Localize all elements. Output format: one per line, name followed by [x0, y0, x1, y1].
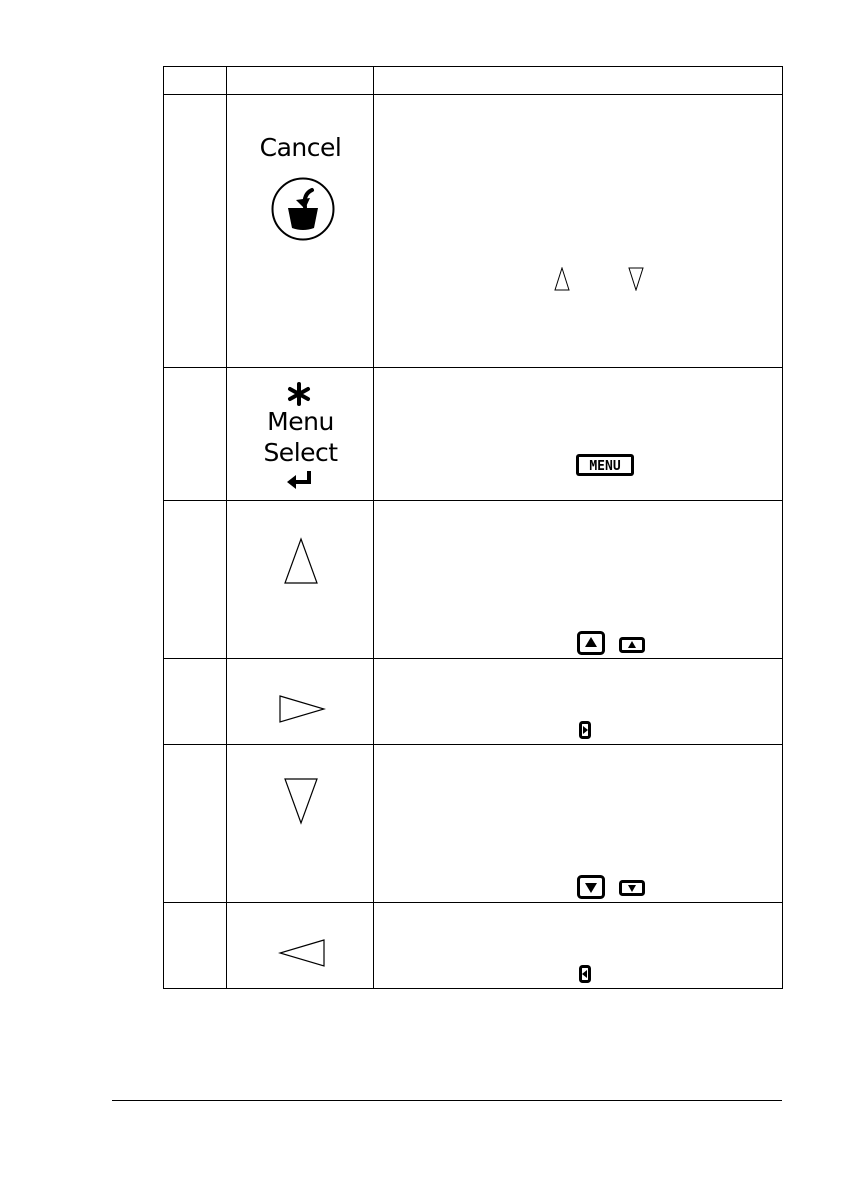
table-row — [164, 745, 783, 903]
row-number-cell — [164, 745, 227, 903]
up-triangle-icon — [554, 267, 570, 291]
cancel-key-label: Cancel — [259, 133, 342, 162]
down-triangle-icon — [628, 267, 644, 291]
control-panel-keys-table — [163, 66, 783, 989]
right-description-cell — [374, 659, 783, 745]
row-number-cell — [164, 95, 227, 368]
up-description-cell — [374, 501, 783, 659]
menu-select-key-cell — [227, 368, 374, 501]
select-key-label: Select — [263, 438, 338, 467]
left-description-cell — [374, 903, 783, 989]
menu-select-description-cell — [374, 368, 783, 501]
asterisk-icon — [286, 381, 312, 407]
down-description-cell — [374, 745, 783, 903]
row-number-cell — [164, 368, 227, 501]
up-key-cell — [227, 501, 374, 659]
right-arrow-box-icon — [579, 721, 591, 739]
table-row — [164, 368, 783, 501]
cancel-description-cell — [374, 95, 783, 368]
footer-rule — [112, 1100, 782, 1101]
table-row — [164, 95, 783, 368]
menu-display-icon-text: MENU — [589, 459, 621, 474]
cancel-key-cell — [227, 95, 374, 368]
right-key-cell — [227, 659, 374, 745]
down-arrow-box-icon — [577, 875, 605, 899]
table-header-row — [164, 67, 783, 95]
left-key-cell — [227, 903, 374, 989]
row-number-cell — [164, 903, 227, 989]
left-triangle-icon — [278, 938, 326, 968]
up-arrow-box-small-icon — [619, 637, 645, 653]
row-number-cell — [164, 659, 227, 745]
left-arrow-box-icon — [579, 965, 591, 983]
header-cell-function — [374, 67, 783, 95]
cancel-recycle-icon — [270, 176, 336, 242]
up-arrow-box-icon — [577, 631, 605, 655]
up-triangle-icon — [283, 537, 319, 585]
menu-key-label: Menu — [267, 407, 334, 436]
right-triangle-icon — [278, 694, 326, 724]
down-triangle-icon — [283, 777, 319, 825]
table-row — [164, 501, 783, 659]
table-row — [164, 903, 783, 989]
enter-arrow-icon — [285, 469, 315, 491]
down-key-cell — [227, 745, 374, 903]
header-cell-key — [227, 67, 374, 95]
down-arrow-box-small-icon — [619, 880, 645, 896]
menu-display-icon — [575, 453, 635, 477]
row-number-cell — [164, 501, 227, 659]
table-row — [164, 659, 783, 745]
header-cell-number — [164, 67, 227, 95]
